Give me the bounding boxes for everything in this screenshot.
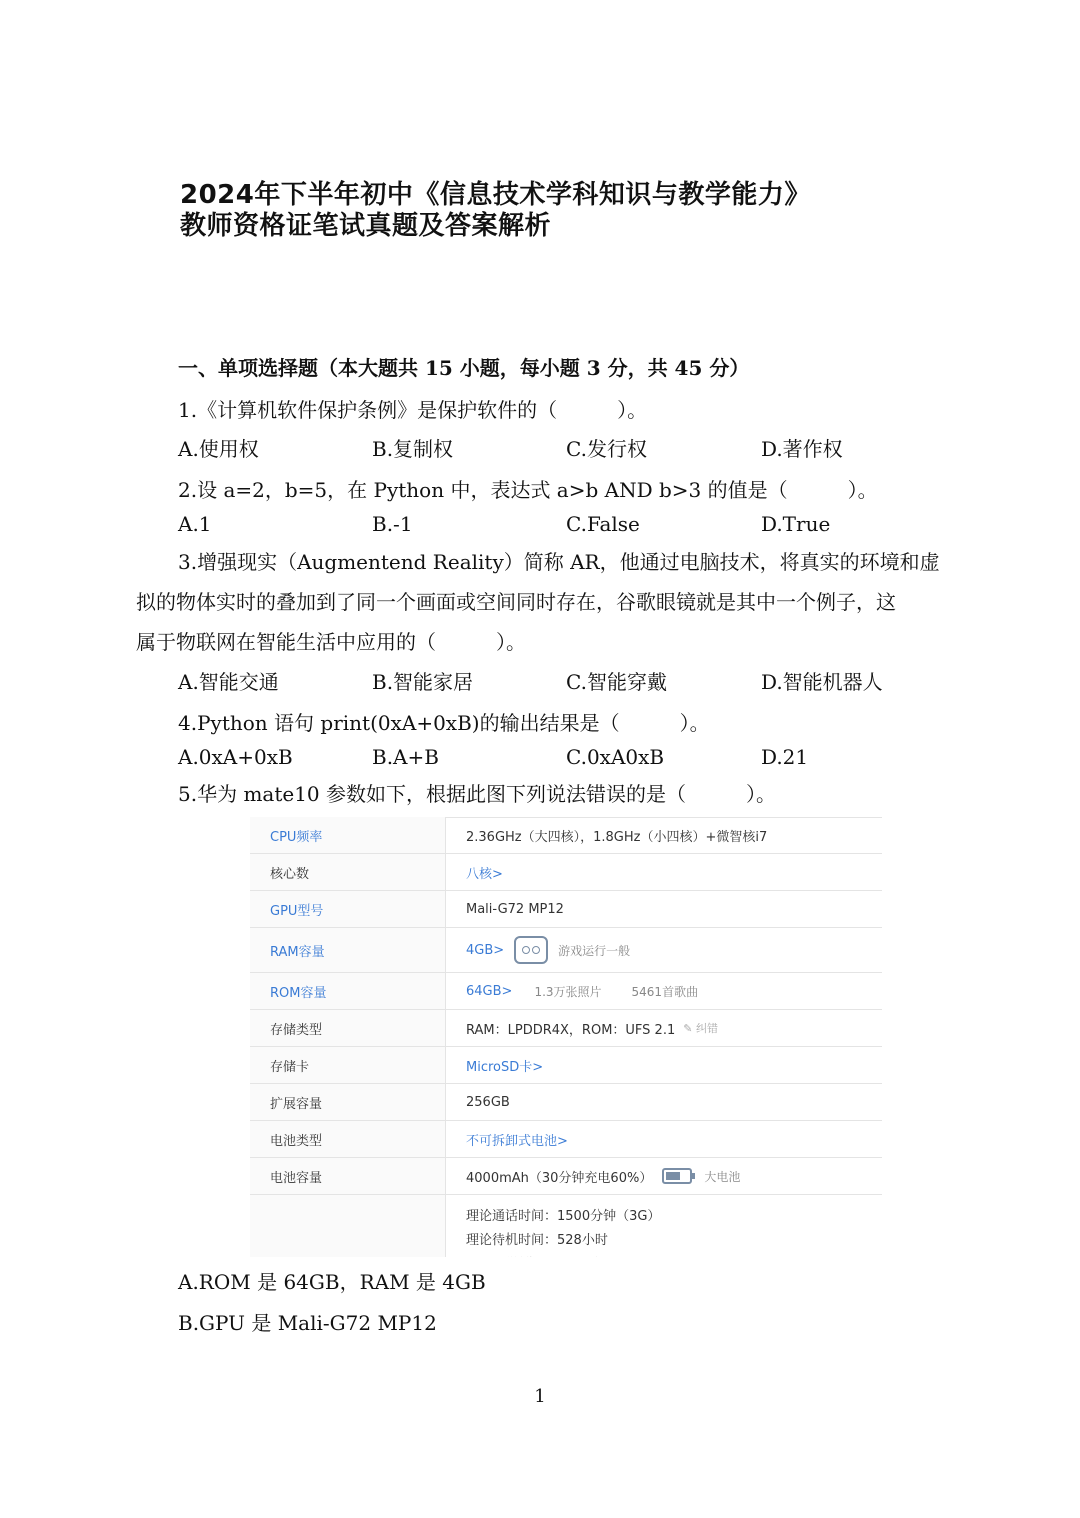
- spec-value: 2.36GHz（大四核），1.8GHz（小四核）+微智核i7: [466, 829, 768, 845]
- spec-row-ram: [250, 928, 882, 973]
- question-2: 2.设 a=2，b=5，在 Python 中，表达式 a>b AND b>3 的值是（ ）。: [178, 478, 878, 502]
- spec-label: 存储类型: [250, 1010, 446, 1046]
- answer-option-b: B.GPU 是 Mali-G72 MP12: [178, 1311, 437, 1335]
- spec-row-rom: [250, 973, 882, 1010]
- question-1: 1.《计算机软件保护条例》是保护软件的（ ）。: [178, 398, 648, 422]
- question-2-options: [178, 512, 978, 540]
- edit-icon[interactable]: ✎ 纠错: [683, 1022, 718, 1035]
- answer-option-a: A.ROM 是 64GB，RAM 是 4GB: [178, 1270, 486, 1294]
- spec-value: 4000mAh（30分钟充电60%）: [466, 1170, 653, 1186]
- spec-value: RAM：LPDDR4X，ROM：UFS 2.1: [466, 1022, 676, 1038]
- spec-line: 理论通话时间：1500分钟（3G）: [466, 1209, 661, 1224]
- spec-value-cell: [446, 1195, 660, 1257]
- spec-value: MicroSD卡>: [466, 1059, 544, 1075]
- spec-row-storage-type: [250, 1010, 882, 1047]
- correction-link[interactable]: 纠错: [695, 1022, 718, 1035]
- option-b: B.复制权: [372, 437, 454, 461]
- phone-spec-table: [250, 817, 882, 1257]
- spec-row-cores: [250, 854, 882, 891]
- question-3-line-2: 拟的物体实时的叠加到了同一个画面或空间同时存在，谷歌眼镜就是其中一个例子，这: [136, 590, 896, 614]
- spec-value: Mali-G72 MP12: [466, 901, 564, 917]
- spec-label: RAM容量: [250, 928, 446, 972]
- option-a: A.使用权: [178, 437, 259, 461]
- option-d: D.21: [761, 745, 809, 769]
- spec-line: [466, 1253, 660, 1257]
- spec-row-memory-card: [250, 1047, 882, 1084]
- option-d: D.智能机器人: [761, 670, 883, 694]
- question-3-line-3: 属于物联网在智能生活中应用的（ ）。: [136, 630, 526, 654]
- spec-value: 不可拆卸式电池>: [466, 1133, 568, 1149]
- spec-label: CPU频率: [250, 817, 446, 853]
- spec-value-cell: [446, 928, 630, 972]
- spec-value: 4GB>: [466, 942, 505, 958]
- question-5: 5.华为 mate10 参数如下，根据此图下列说法错误的是（ ）。: [178, 782, 777, 806]
- spec-row-gpu: [250, 891, 882, 928]
- spec-row-battery-type: [250, 1121, 882, 1158]
- section-heading: 一、单项选择题（本大题共 15 小题，每小题 3 分，共 45 分）: [178, 356, 750, 380]
- question-3-line-1: 3.增强现实（Augmentend Reality）简称 AR，他通过电脑技术，将真实的环境和虚: [178, 550, 940, 574]
- option-a: A.1: [178, 512, 212, 536]
- spec-row-battery-capacity: [250, 1158, 882, 1195]
- spec-note-2: 5461首歌曲: [631, 984, 699, 999]
- option-c: C.发行权: [566, 437, 647, 461]
- question-1-options: [178, 433, 978, 461]
- battery-icon: [662, 1168, 692, 1184]
- spec-label: 电池容量: [250, 1158, 446, 1194]
- option-d: D.True: [761, 512, 831, 536]
- option-c: C.智能穿戴: [566, 670, 667, 694]
- page-number: 1: [534, 1386, 546, 1407]
- option-b: B.A+B: [372, 745, 439, 769]
- option-b: B.-1: [372, 512, 413, 536]
- document-title: [180, 180, 900, 242]
- title-line-2: 教师资格证笔试真题及答案解析: [180, 211, 552, 241]
- spec-row-expansion: [250, 1084, 882, 1121]
- gamepad-icon: [514, 936, 548, 964]
- spec-label: 电池类型: [250, 1121, 446, 1157]
- spec-note: 大电池: [704, 1169, 741, 1184]
- spec-line: 理论待机时间：528小时: [466, 1233, 608, 1248]
- spec-value-cell: [446, 973, 698, 1009]
- spec-label: 扩展容量: [250, 1084, 446, 1120]
- spec-note: 游戏运行一般: [558, 943, 631, 958]
- spec-label: [250, 1195, 446, 1257]
- spec-row-battery-life: [250, 1195, 882, 1257]
- option-c: C.False: [566, 512, 640, 536]
- option-a: A.0xA+0xB: [178, 745, 293, 769]
- spec-label: GPU型号: [250, 891, 446, 927]
- spec-value: 64GB>: [466, 983, 513, 999]
- spec-label: 存储卡: [250, 1047, 446, 1083]
- option-a: A.智能交通: [178, 670, 279, 694]
- option-d: D.著作权: [761, 437, 843, 461]
- option-c: C.0xA0xB: [566, 745, 665, 769]
- spec-value-cell: [446, 1010, 718, 1046]
- spec-row-cpu: [250, 817, 882, 854]
- question-4-options: [178, 745, 978, 773]
- title-line-1: 2024年下半年初中《信息技术学科知识与教学能力》: [180, 180, 811, 210]
- spec-value-cell: [446, 1158, 740, 1194]
- spec-note: 1.3万张照片: [534, 984, 602, 999]
- question-4: 4.Python 语句 print(0xA+0xB)的输出结果是（ ）。: [178, 711, 710, 735]
- spec-value: 256GB: [466, 1094, 510, 1110]
- spec-label: 核心数: [250, 854, 446, 890]
- spec-label: ROM容量: [250, 973, 446, 1009]
- question-3-options: [178, 666, 978, 694]
- option-b: B.智能家居: [372, 670, 474, 694]
- spec-value: 八核>: [466, 866, 503, 882]
